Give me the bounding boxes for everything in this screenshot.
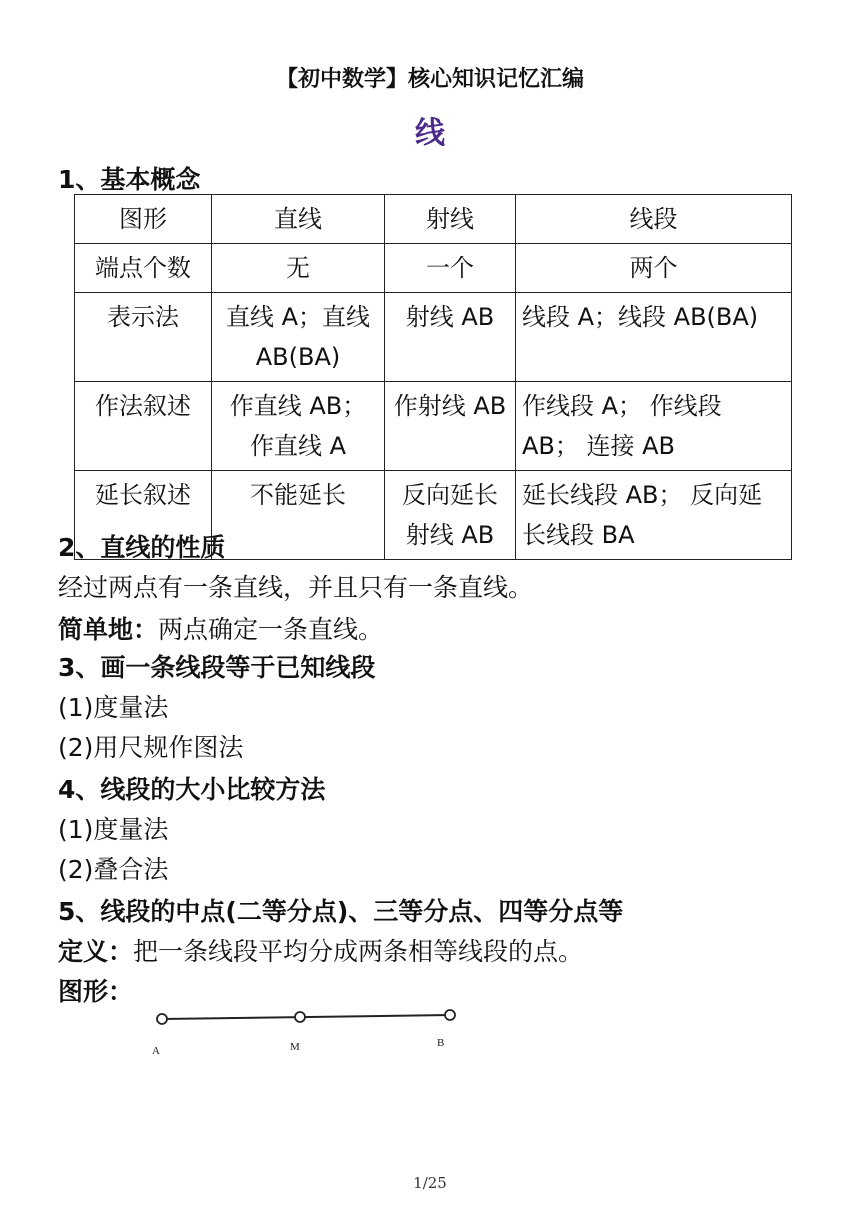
figure-label: 图形： <box>58 977 134 1006</box>
section5-heading: 5、线段的中点(二等分点)、三等分点、四等分点等 <box>58 897 624 926</box>
table-cell: 线段 A；线段 AB(BA) <box>516 293 792 382</box>
table-row <box>75 244 792 293</box>
table-row <box>75 293 792 382</box>
document-header: 【初中数学】核心知识记忆汇编 <box>275 67 584 92</box>
list-item: (1)度量法 <box>58 693 169 722</box>
section2-text: 经过两点有一条直线，并且只有一条直线。 <box>58 573 534 602</box>
table-cell: 表示法 <box>75 293 212 382</box>
point-m-marker <box>295 1012 305 1022</box>
simple-label: 简单地： <box>58 615 159 644</box>
table-cell: 作法叙述 <box>75 382 212 471</box>
table-cell: 一个 <box>385 244 516 293</box>
simple-text: 两点确定一条直线。 <box>158 615 384 644</box>
table-cell: 作射线 AB <box>385 382 516 471</box>
midpoint-figure <box>130 1000 470 1070</box>
point-a-label: A <box>152 1045 160 1057</box>
table-cell: 两个 <box>516 244 792 293</box>
concept-table <box>74 194 792 560</box>
table-cell: 作线段 A； 作线段 AB； 连接 AB <box>516 382 792 471</box>
list-item: (2)用尺规作图法 <box>58 733 244 762</box>
table-cell: 延长叙述 <box>75 471 212 560</box>
table-cell: 射线 AB <box>385 293 516 382</box>
page-title: 线 <box>415 116 445 151</box>
section4-heading: 4、线段的大小比较方法 <box>58 775 326 804</box>
segment-line <box>162 1015 450 1019</box>
point-b-label: B <box>437 1037 445 1049</box>
section2-simple <box>58 610 383 646</box>
definition-label: 定义： <box>58 937 134 966</box>
section3-heading: 3、画一条线段等于已知线段 <box>58 653 376 682</box>
section5-definition <box>58 932 583 968</box>
table-header-cell: 图形 <box>75 195 212 244</box>
point-a-marker <box>157 1014 167 1024</box>
section1-heading: 1、基本概念 <box>58 165 201 194</box>
point-b-marker <box>445 1010 455 1020</box>
definition-text: 把一条线段平均分成两条相等线段的点。 <box>133 937 584 966</box>
table-header-cell: 直线 <box>212 195 385 244</box>
page-number: 1/25 <box>413 1174 447 1192</box>
table-cell: 作直线 AB；作直线 A <box>212 382 385 471</box>
table-header-row <box>75 195 792 244</box>
table-row <box>75 382 792 471</box>
table-header-cell: 射线 <box>385 195 516 244</box>
table-cell: 无 <box>212 244 385 293</box>
point-m-label: M <box>290 1041 300 1053</box>
table-cell: 反向延长射线 AB <box>385 471 516 560</box>
list-item: (2)叠合法 <box>58 855 169 884</box>
list-item: (1)度量法 <box>58 815 169 844</box>
table-cell: 直线 A；直线 AB(BA) <box>212 293 385 382</box>
table-cell: 延长线段 AB； 反向延长线段 BA <box>516 471 792 560</box>
table-cell: 不能延长 <box>212 471 385 560</box>
table-header-cell: 线段 <box>516 195 792 244</box>
table-cell: 端点个数 <box>75 244 212 293</box>
section2-heading: 2、直线的性质 <box>58 533 226 562</box>
